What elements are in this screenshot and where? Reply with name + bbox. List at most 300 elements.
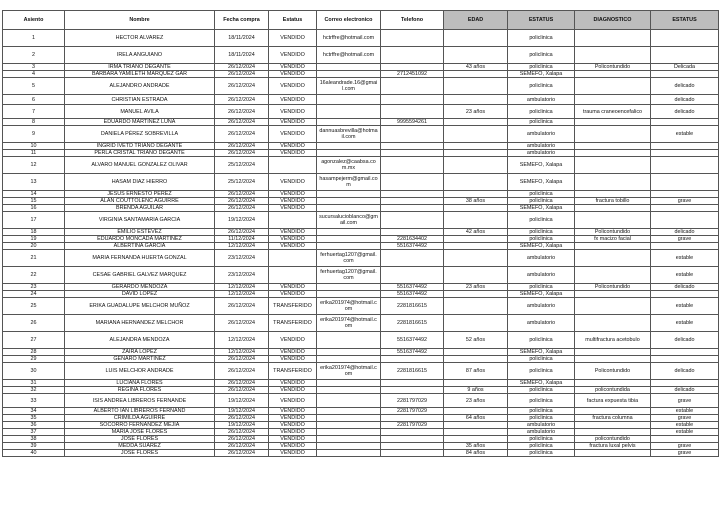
cell-edad: 23 años bbox=[444, 394, 508, 408]
cell-edad bbox=[444, 408, 508, 415]
header-correo: Correo electronico bbox=[317, 11, 381, 30]
cell-asiento: 22 bbox=[3, 267, 65, 284]
cell-asiento: 26 bbox=[3, 315, 65, 332]
cell-nombre: MARIANA HERNANDEZ MELCHOR bbox=[65, 315, 215, 332]
cell-nombre: BARBARA YAMILETH MARQUEZ GAR bbox=[65, 71, 215, 78]
cell-nombre: VIRGINIA SANTAMARIA GARCIA bbox=[65, 212, 215, 229]
cell-diagnostico: fx macizo facial bbox=[575, 236, 651, 243]
cell-correo: ferhuertag1207@gmail.com bbox=[317, 250, 381, 267]
table-row bbox=[3, 243, 719, 250]
cell-estatus-2: policlinica bbox=[508, 47, 575, 64]
cell-edad bbox=[444, 212, 508, 229]
cell-telefono bbox=[381, 143, 444, 150]
cell-diagnostico bbox=[575, 126, 651, 143]
cell-correo bbox=[317, 394, 381, 408]
table-row bbox=[3, 126, 719, 143]
cell-telefono bbox=[381, 105, 444, 119]
cell-estatus: VENDIDO bbox=[269, 105, 317, 119]
cell-estatus: VENDIDO bbox=[269, 198, 317, 205]
cell-estatus-3: estable bbox=[651, 315, 719, 332]
cell-diagnostico: policontundida bbox=[575, 387, 651, 394]
cell-nombre: INGRID IVETD TRIANO DEGANTE bbox=[65, 143, 215, 150]
cell-estatus-2: policlinica bbox=[508, 436, 575, 443]
cell-estatus-3 bbox=[651, 205, 719, 212]
cell-telefono bbox=[381, 356, 444, 363]
cell-telefono: 5516374492 bbox=[381, 332, 444, 349]
cell-estatus: VENDIDO bbox=[269, 387, 317, 394]
cell-asiento: 17 bbox=[3, 212, 65, 229]
cell-diagnostico: Policontundido bbox=[575, 284, 651, 291]
cell-estatus-3: grave bbox=[651, 198, 719, 205]
cell-estatus-3: grave bbox=[651, 450, 719, 457]
cell-edad bbox=[444, 157, 508, 174]
cell-estatus-2: policlinica bbox=[508, 119, 575, 126]
cell-diagnostico: Policontundido bbox=[575, 64, 651, 71]
cell-edad bbox=[444, 356, 508, 363]
cell-telefono: 2281797029 bbox=[381, 422, 444, 429]
cell-edad bbox=[444, 30, 508, 47]
cell-fecha: 26/12/2024 bbox=[215, 119, 269, 126]
cell-telefono bbox=[381, 78, 444, 95]
cell-telefono: 2712451092 bbox=[381, 71, 444, 78]
cell-estatus-3: grave bbox=[651, 236, 719, 243]
cell-fecha: 26/12/2024 bbox=[215, 380, 269, 387]
cell-estatus bbox=[269, 267, 317, 284]
cell-diagnostico bbox=[575, 408, 651, 415]
cell-nombre: SOCORRO FERNANDEZ MEJIA bbox=[65, 422, 215, 429]
cell-correo bbox=[317, 105, 381, 119]
cell-estatus-3: estable bbox=[651, 267, 719, 284]
cell-diagnostico bbox=[575, 71, 651, 78]
cell-edad: 87 años bbox=[444, 363, 508, 380]
cell-asiento: 30 bbox=[3, 363, 65, 380]
cell-asiento: 25 bbox=[3, 298, 65, 315]
table-row bbox=[3, 429, 719, 436]
table-row bbox=[3, 47, 719, 64]
cell-estatus-2: policlinica bbox=[508, 332, 575, 349]
cell-estatus-2: policlinica bbox=[508, 408, 575, 415]
cell-estatus-2: ambulatorio bbox=[508, 143, 575, 150]
table-row bbox=[3, 422, 719, 429]
cell-estatus: VENDIDO bbox=[269, 229, 317, 236]
cell-estatus: TRANSFERIDO bbox=[269, 363, 317, 380]
cell-correo: agonzalez@caabsa.com.mx bbox=[317, 157, 381, 174]
table-row bbox=[3, 298, 719, 315]
table-row bbox=[3, 284, 719, 291]
cell-nombre: MARIA JOSE FLORES bbox=[65, 429, 215, 436]
cell-nombre: DANIELA PÉREZ SOBREVILLA bbox=[65, 126, 215, 143]
cell-estatus-2: SEMEFO, Xalapa bbox=[508, 291, 575, 298]
cell-asiento: 23 bbox=[3, 284, 65, 291]
cell-correo: hctrffre@hotmail.com bbox=[317, 30, 381, 47]
cell-estatus-3 bbox=[651, 47, 719, 64]
cell-nombre: HECTOR ALVAREZ bbox=[65, 30, 215, 47]
cell-asiento: 20 bbox=[3, 243, 65, 250]
cell-estatus: VENDIDO bbox=[269, 291, 317, 298]
table-row bbox=[3, 105, 719, 119]
cell-asiento: 34 bbox=[3, 408, 65, 415]
cell-correo bbox=[317, 429, 381, 436]
cell-asiento: 24 bbox=[3, 291, 65, 298]
cell-diagnostico bbox=[575, 429, 651, 436]
cell-estatus: VENDIDO bbox=[269, 119, 317, 126]
cell-correo bbox=[317, 436, 381, 443]
cell-correo bbox=[317, 415, 381, 422]
cell-estatus-3 bbox=[651, 380, 719, 387]
cell-fecha: 23/12/2024 bbox=[215, 267, 269, 284]
cell-asiento: 12 bbox=[3, 157, 65, 174]
cell-fecha: 26/12/2024 bbox=[215, 229, 269, 236]
cell-nombre: IRMA TRIANO DEGANTE bbox=[65, 64, 215, 71]
cell-estatus-2: ambulatorio bbox=[508, 429, 575, 436]
cell-correo: erika201974@hotmail.com bbox=[317, 298, 381, 315]
cell-diagnostico bbox=[575, 267, 651, 284]
cell-correo bbox=[317, 119, 381, 126]
cell-correo: sucursalucioblanco@gmail.com bbox=[317, 212, 381, 229]
cell-telefono bbox=[381, 443, 444, 450]
header-diagnostico: DIAGNOSTICO bbox=[575, 11, 651, 30]
cell-diagnostico bbox=[575, 422, 651, 429]
cell-telefono bbox=[381, 387, 444, 394]
cell-correo: 16aleandrade.16@gmail.com bbox=[317, 78, 381, 95]
cell-estatus: VENDIDO bbox=[269, 95, 317, 105]
cell-edad bbox=[444, 436, 508, 443]
cell-estatus-3 bbox=[651, 150, 719, 157]
cell-edad bbox=[444, 174, 508, 191]
cell-estatus: VENDIDO bbox=[269, 356, 317, 363]
header-estatus-3: ESTATUS bbox=[651, 11, 719, 30]
cell-estatus-3: grave bbox=[651, 394, 719, 408]
cell-asiento: 21 bbox=[3, 250, 65, 267]
cell-estatus-2: ambulatorio bbox=[508, 315, 575, 332]
cell-fecha: 25/12/2024 bbox=[215, 157, 269, 174]
cell-nombre: GERARDO MENDOZA bbox=[65, 284, 215, 291]
cell-asiento: 16 bbox=[3, 205, 65, 212]
cell-telefono bbox=[381, 126, 444, 143]
cell-diagnostico bbox=[575, 291, 651, 298]
cell-estatus: VENDIDO bbox=[269, 236, 317, 243]
cell-edad bbox=[444, 267, 508, 284]
cell-estatus-3 bbox=[651, 436, 719, 443]
cell-estatus: VENDIDO bbox=[269, 450, 317, 457]
cell-telefono bbox=[381, 174, 444, 191]
cell-estatus-2: SEMEFO, Xalapa bbox=[508, 380, 575, 387]
cell-estatus: VENDIDO bbox=[269, 150, 317, 157]
cell-nombre: MARIA FERNANDA HUERTA GONZAL bbox=[65, 250, 215, 267]
cell-estatus-3 bbox=[651, 243, 719, 250]
cell-estatus-2: ambulatorio bbox=[508, 422, 575, 429]
cell-diagnostico bbox=[575, 349, 651, 356]
cell-estatus-3: Delicada bbox=[651, 64, 719, 71]
cell-estatus: VENDIDO bbox=[269, 284, 317, 291]
cell-correo bbox=[317, 349, 381, 356]
cell-nombre: ALAN COUTTOLENC AGUIRRE bbox=[65, 198, 215, 205]
cell-telefono bbox=[381, 450, 444, 457]
cell-asiento: 18 bbox=[3, 229, 65, 236]
cell-estatus-3 bbox=[651, 30, 719, 47]
cell-nombre: ALEJANDRA MENDOZA bbox=[65, 332, 215, 349]
cell-asiento: 19 bbox=[3, 236, 65, 243]
cell-telefono bbox=[381, 64, 444, 71]
cell-fecha: 26/12/2024 bbox=[215, 126, 269, 143]
cell-nombre: JOSE FLORES bbox=[65, 436, 215, 443]
cell-estatus: VENDIDO bbox=[269, 332, 317, 349]
cell-estatus: VENDIDO bbox=[269, 64, 317, 71]
table-row bbox=[3, 150, 719, 157]
cell-asiento: 9 bbox=[3, 126, 65, 143]
cell-telefono bbox=[381, 150, 444, 157]
cell-estatus-3: grave bbox=[651, 415, 719, 422]
cell-nombre: EMILIO ESTEVEZ bbox=[65, 229, 215, 236]
cell-diagnostico: multifractura acetobulo bbox=[575, 332, 651, 349]
cell-fecha: 26/12/2024 bbox=[215, 298, 269, 315]
cell-edad bbox=[444, 150, 508, 157]
cell-correo bbox=[317, 284, 381, 291]
cell-telefono: 2281634402 bbox=[381, 236, 444, 243]
cell-fecha: 26/12/2024 bbox=[215, 95, 269, 105]
cell-estatus-3: estable bbox=[651, 422, 719, 429]
cell-estatus-3 bbox=[651, 349, 719, 356]
cell-asiento: 37 bbox=[3, 429, 65, 436]
cell-estatus: VENDIDO bbox=[269, 415, 317, 422]
cell-asiento: 31 bbox=[3, 380, 65, 387]
cell-telefono: 2281816615 bbox=[381, 315, 444, 332]
cell-asiento: 28 bbox=[3, 349, 65, 356]
cell-telefono: 2281797029 bbox=[381, 394, 444, 408]
cell-correo bbox=[317, 450, 381, 457]
cell-estatus: VENDIDO bbox=[269, 380, 317, 387]
cell-asiento: 10 bbox=[3, 143, 65, 150]
table-row bbox=[3, 78, 719, 95]
cell-nombre: IRELA ANGUIANO bbox=[65, 47, 215, 64]
cell-correo bbox=[317, 229, 381, 236]
cell-fecha: 12/12/2024 bbox=[215, 332, 269, 349]
cell-fecha: 23/12/2024 bbox=[215, 250, 269, 267]
cell-asiento: 11 bbox=[3, 150, 65, 157]
cell-estatus-3: estable bbox=[651, 126, 719, 143]
cell-estatus-3: delicado bbox=[651, 95, 719, 105]
cell-fecha: 26/12/2024 bbox=[215, 71, 269, 78]
cell-estatus-3: delicado bbox=[651, 363, 719, 380]
table-row bbox=[3, 291, 719, 298]
table-row bbox=[3, 198, 719, 205]
cell-correo bbox=[317, 356, 381, 363]
cell-estatus-2: policlinica bbox=[508, 356, 575, 363]
cell-correo: hasampejerm@gmail.com bbox=[317, 174, 381, 191]
cell-estatus: VENDIDO bbox=[269, 408, 317, 415]
cell-fecha: 12/12/2024 bbox=[215, 284, 269, 291]
cell-diagnostico: fractura luxal pelvis bbox=[575, 443, 651, 450]
cell-fecha: 12/12/2024 bbox=[215, 291, 269, 298]
cell-diagnostico bbox=[575, 47, 651, 64]
cell-estatus-3 bbox=[651, 71, 719, 78]
cell-estatus-3: estable bbox=[651, 429, 719, 436]
cell-telefono bbox=[381, 212, 444, 229]
table-row bbox=[3, 363, 719, 380]
cell-fecha: 26/12/2024 bbox=[215, 315, 269, 332]
cell-correo bbox=[317, 443, 381, 450]
cell-diagnostico bbox=[575, 315, 651, 332]
cell-estatus-3: delicado bbox=[651, 284, 719, 291]
cell-correo: dannuasbrevilla@hotmail.com bbox=[317, 126, 381, 143]
cell-correo bbox=[317, 143, 381, 150]
cell-nombre: ALEJANDRO ANDRADE bbox=[65, 78, 215, 95]
cell-fecha: 12/12/2024 bbox=[215, 243, 269, 250]
cell-asiento: 36 bbox=[3, 422, 65, 429]
cell-diagnostico bbox=[575, 243, 651, 250]
cell-telefono bbox=[381, 229, 444, 236]
cell-correo bbox=[317, 332, 381, 349]
cell-estatus: TRANSFERIDO bbox=[269, 315, 317, 332]
cell-asiento: 29 bbox=[3, 356, 65, 363]
cell-estatus-2: SEMEFO, Xalapa bbox=[508, 157, 575, 174]
cell-asiento: 5 bbox=[3, 78, 65, 95]
cell-edad bbox=[444, 291, 508, 298]
cell-fecha: 25/12/2024 bbox=[215, 174, 269, 191]
cell-fecha: 26/12/2024 bbox=[215, 443, 269, 450]
passenger-sheet bbox=[2, 10, 718, 457]
cell-nombre: LUCIANA FLORES bbox=[65, 380, 215, 387]
cell-fecha: 19/12/2024 bbox=[215, 408, 269, 415]
cell-asiento: 35 bbox=[3, 415, 65, 422]
cell-diagnostico bbox=[575, 191, 651, 198]
table-row bbox=[3, 267, 719, 284]
cell-diagnostico: Policontundido bbox=[575, 229, 651, 236]
cell-estatus-3: delicado bbox=[651, 78, 719, 95]
cell-telefono bbox=[381, 415, 444, 422]
cell-telefono: 5516374492 bbox=[381, 243, 444, 250]
table-row bbox=[3, 250, 719, 267]
cell-nombre: EDUARDO MARTINEZ LUNA bbox=[65, 119, 215, 126]
cell-nombre: PERLA CRISTAL TRIANO DEGANTE bbox=[65, 150, 215, 157]
cell-fecha: 26/12/2024 bbox=[215, 415, 269, 422]
cell-asiento: 4 bbox=[3, 71, 65, 78]
cell-estatus-2: ambulatorio bbox=[508, 298, 575, 315]
cell-telefono bbox=[381, 47, 444, 64]
cell-diagnostico bbox=[575, 250, 651, 267]
table-row bbox=[3, 408, 719, 415]
cell-estatus-3 bbox=[651, 119, 719, 126]
cell-diagnostico bbox=[575, 30, 651, 47]
table-row bbox=[3, 212, 719, 229]
cell-edad bbox=[444, 47, 508, 64]
cell-fecha: 26/12/2024 bbox=[215, 105, 269, 119]
cell-telefono bbox=[381, 380, 444, 387]
cell-correo bbox=[317, 380, 381, 387]
cell-edad bbox=[444, 119, 508, 126]
cell-asiento: 13 bbox=[3, 174, 65, 191]
table-row bbox=[3, 157, 719, 174]
cell-estatus-2: policlinica bbox=[508, 64, 575, 71]
cell-diagnostico bbox=[575, 78, 651, 95]
cell-asiento: 15 bbox=[3, 198, 65, 205]
table-row bbox=[3, 450, 719, 457]
cell-estatus: VENDIDO bbox=[269, 243, 317, 250]
cell-estatus: VENDIDO bbox=[269, 78, 317, 95]
cell-estatus-2: ambulatorio bbox=[508, 250, 575, 267]
cell-edad bbox=[444, 429, 508, 436]
cell-correo bbox=[317, 64, 381, 71]
table-row bbox=[3, 387, 719, 394]
cell-estatus: VENDIDO bbox=[269, 30, 317, 47]
table-row bbox=[3, 315, 719, 332]
cell-fecha: 26/12/2024 bbox=[215, 205, 269, 212]
cell-correo bbox=[317, 243, 381, 250]
cell-edad: 84 años bbox=[444, 450, 508, 457]
cell-asiento: 8 bbox=[3, 119, 65, 126]
cell-estatus bbox=[269, 250, 317, 267]
cell-estatus-2: policlinica bbox=[508, 105, 575, 119]
cell-estatus-3 bbox=[651, 291, 719, 298]
cell-diagnostico bbox=[575, 157, 651, 174]
cell-telefono: 5516374492 bbox=[381, 291, 444, 298]
cell-edad bbox=[444, 315, 508, 332]
cell-diagnostico: trauma craneoencefalico bbox=[575, 105, 651, 119]
cell-telefono bbox=[381, 191, 444, 198]
cell-estatus-3: delicado bbox=[651, 387, 719, 394]
cell-correo: ferhuertag1207@gmail.com bbox=[317, 267, 381, 284]
cell-estatus-3: delicado bbox=[651, 105, 719, 119]
cell-nombre: DAVID LOPEZ bbox=[65, 291, 215, 298]
cell-telefono: 2281797029 bbox=[381, 408, 444, 415]
cell-telefono bbox=[381, 250, 444, 267]
cell-estatus-2: ambulatorio bbox=[508, 150, 575, 157]
cell-estatus-2: policlinica bbox=[508, 236, 575, 243]
cell-correo bbox=[317, 198, 381, 205]
cell-estatus: VENDIDO bbox=[269, 443, 317, 450]
cell-fecha: 26/12/2024 bbox=[215, 450, 269, 457]
cell-correo bbox=[317, 150, 381, 157]
cell-edad: 43 años bbox=[444, 64, 508, 71]
cell-diagnostico bbox=[575, 119, 651, 126]
cell-asiento: 3 bbox=[3, 64, 65, 71]
cell-asiento: 2 bbox=[3, 47, 65, 64]
cell-nombre: MANUEL AVILA bbox=[65, 105, 215, 119]
cell-diagnostico bbox=[575, 212, 651, 229]
header-estatus-2: ESTATUS bbox=[508, 11, 575, 30]
cell-diagnostico bbox=[575, 298, 651, 315]
cell-fecha: 26/12/2024 bbox=[215, 429, 269, 436]
cell-edad bbox=[444, 236, 508, 243]
cell-estatus: VENDIDO bbox=[269, 422, 317, 429]
table-row bbox=[3, 71, 719, 78]
header-asiento: Asiento bbox=[3, 11, 65, 30]
cell-edad: 23 años bbox=[444, 105, 508, 119]
cell-estatus-3 bbox=[651, 356, 719, 363]
cell-fecha: 26/12/2024 bbox=[215, 363, 269, 380]
cell-estatus bbox=[269, 157, 317, 174]
cell-telefono bbox=[381, 198, 444, 205]
cell-correo bbox=[317, 71, 381, 78]
cell-diagnostico: Policontundido bbox=[575, 363, 651, 380]
cell-edad bbox=[444, 298, 508, 315]
cell-correo: erika201974@hotmail.com bbox=[317, 363, 381, 380]
cell-estatus-2: policlinica bbox=[508, 191, 575, 198]
cell-telefono: 2281816615 bbox=[381, 363, 444, 380]
cell-estatus-3: estable bbox=[651, 408, 719, 415]
cell-nombre: HASAM DIAZ HIERRO bbox=[65, 174, 215, 191]
cell-estatus-2: policlinica bbox=[508, 212, 575, 229]
cell-fecha: 26/12/2024 bbox=[215, 64, 269, 71]
table-row bbox=[3, 380, 719, 387]
cell-estatus-2: ambulatorio bbox=[508, 126, 575, 143]
cell-nombre: ISIS ANDREA LIBREROS FERNANDE bbox=[65, 394, 215, 408]
table-row bbox=[3, 95, 719, 105]
cell-asiento: 6 bbox=[3, 95, 65, 105]
cell-diagnostico bbox=[575, 143, 651, 150]
cell-estatus-2: policlinica bbox=[508, 443, 575, 450]
table-row bbox=[3, 332, 719, 349]
